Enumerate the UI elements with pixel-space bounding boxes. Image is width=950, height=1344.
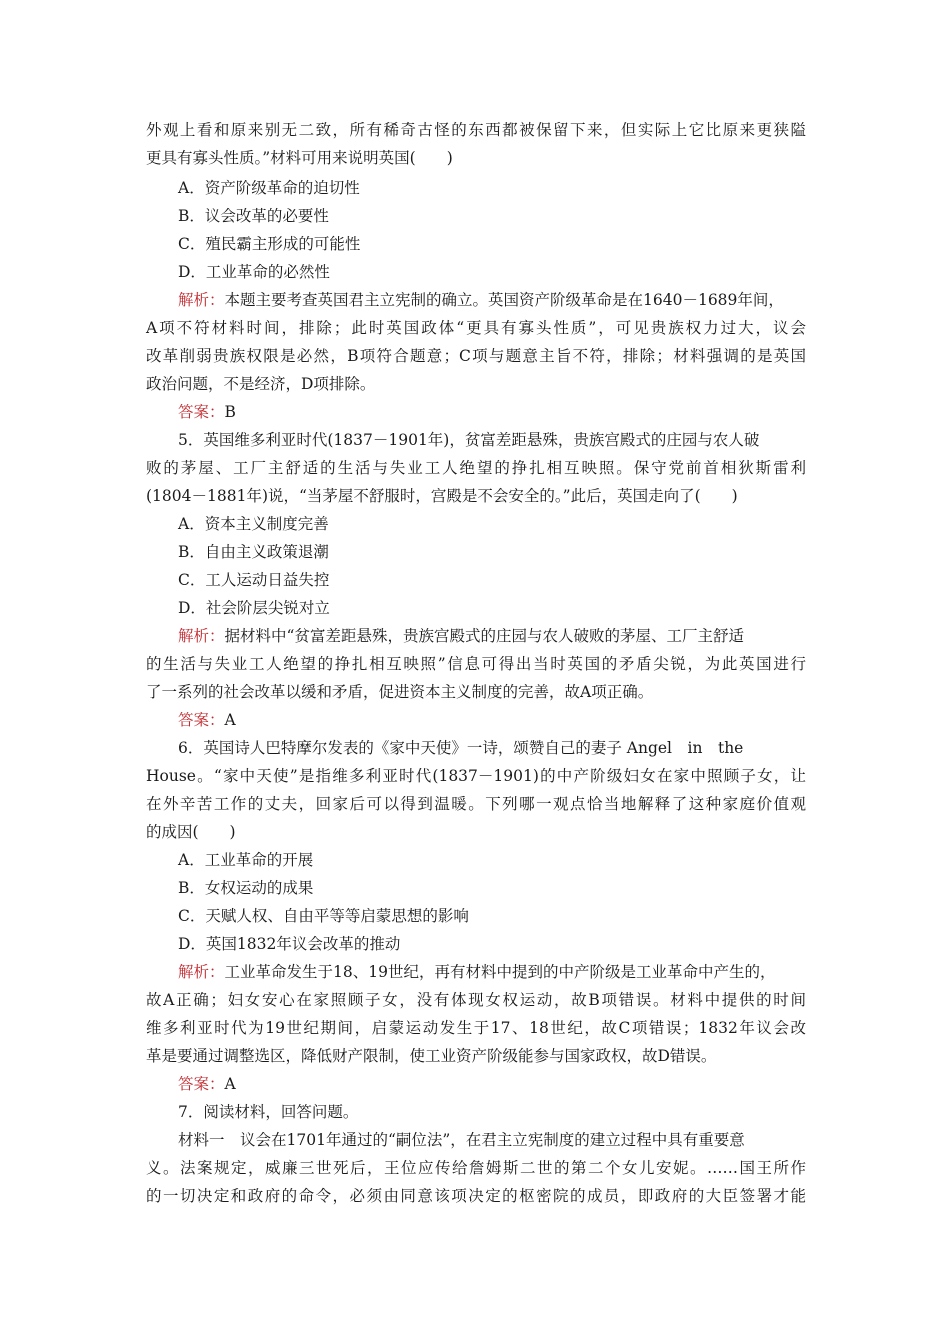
q5-stem-line-3: (1804－1881年)说，“当茅屋不舒服时，宫殿是不会安全的。”此后，英国走向了( ) <box>146 487 738 505</box>
analysis-label: 解析： <box>178 963 225 981</box>
answer-label: 答案： <box>178 403 225 421</box>
q4-analysis-line-1 <box>178 286 806 314</box>
q6-option-c: C．天赋人权、自由平等等启蒙思想的影响 <box>178 907 469 925</box>
q6-analysis-line-3: 维多利亚时代为19世纪期间，启蒙运动发生于17、18世纪，故C项错误；1832年议会改 <box>146 1019 806 1037</box>
q6-analysis-line-2: 故A正确；妇女安心在家照顾子女，没有体现女权运动，故B项错误。材料中提供的时间 <box>146 991 806 1009</box>
q6-stem-line-3: 在外辛苦工作的丈夫，回家后可以得到温暖。下列哪一观点恰当地解释了这种家庭价值观 <box>146 795 806 813</box>
q7-stem: 7．阅读材料，回答问题。 <box>178 1103 359 1121</box>
answer-label: 答案： <box>178 711 225 729</box>
q6-option-d: D．英国1832年议会改革的推动 <box>178 935 401 953</box>
q5-analysis-text: 据材料中“贫富差距悬殊，贵族宫殿式的庄园与农人破败的茅屋、工厂主舒适 <box>224 627 744 645</box>
q4-option-b: B．议会改革的必要性 <box>178 207 329 225</box>
q4-stem-line-2: 更具有寡头性质。”材料可用来说明英国( ) <box>146 149 453 167</box>
q4-option-a: A．资产阶级革命的迫切性 <box>178 179 360 197</box>
q5-stem-line-1: 5．英国维多利亚时代(1837－1901年)，贫富差距悬殊，贵族宫殿式的庄园与农人破 <box>178 431 760 449</box>
q6-answer <box>178 1070 806 1098</box>
q4-analysis-line-4: 政治问题，不是经济，D项排除。 <box>146 375 376 393</box>
q5-stem-line-2: 败的茅屋、工厂主舒适的生活与失业工人绝望的挣扎相互映照。保守党前首相狄斯雷利 <box>146 459 806 477</box>
q6-analysis-text: 工业革命发生于18、19世纪，再有材料中提到的中产阶级是工业革命中产生的， <box>224 963 776 981</box>
q5-analysis-line-3: 了一系列的社会改革以缓和矛盾，促进资本主义制度的完善，故A项正确。 <box>146 683 654 701</box>
q5-option-d: D．社会阶层尖锐对立 <box>178 599 330 617</box>
q5-option-c: C．工人运动日益失控 <box>178 571 330 589</box>
q6-option-b: B．女权运动的成果 <box>178 879 314 897</box>
answer-label: 答案： <box>178 1075 225 1093</box>
q6-option-a: A．工业革命的开展 <box>178 851 314 869</box>
q5-option-b: B．自由主义政策退潮 <box>178 543 329 561</box>
analysis-label: 解析： <box>178 627 225 645</box>
q4-analysis-text: 本题主要考查英国君主立宪制的确立。英国资产阶级革命是在1640－1689年间， <box>224 291 784 309</box>
q5-answer <box>178 706 806 734</box>
q6-analysis-line-4: 革是要通过调整选区，降低财产限制，使工业资产阶级能参与国家政权，故D错误。 <box>146 1047 717 1065</box>
analysis-label: 解析： <box>178 291 225 309</box>
q6-answer-value: A <box>224 1075 236 1093</box>
q5-analysis-line-1 <box>178 622 806 650</box>
q4-analysis-line-2: A项不符材料时间，排除；此时英国政体“更具有寡头性质”，可见贵族权力过大，议会 <box>146 319 806 337</box>
q5-analysis-line-2: 的生活与失业工人绝望的挣扎相互映照”信息可得出当时英国的矛盾尖锐，为此英国进行 <box>146 655 806 673</box>
q4-answer-value: B <box>224 403 236 421</box>
q6-stem-line-4: 的成因( ) <box>146 823 236 841</box>
q6-analysis-line-1 <box>178 958 806 986</box>
q7-material-line-2: 义。法案规定，威廉三世死后，王位应传给詹姆斯二世的第二个女儿安妮。……国王所作 <box>146 1159 806 1177</box>
q5-option-a: A．资本主义制度完善 <box>178 515 329 533</box>
q7-material-line-3: 的一切决定和政府的命令，必须由同意该项决定的枢密院的成员，即政府的大臣签署才能 <box>146 1187 806 1205</box>
q4-option-c: C．殖民霸主形成的可能性 <box>178 235 361 253</box>
q4-option-d: D．工业革命的必然性 <box>178 263 330 281</box>
q4-answer <box>178 398 806 426</box>
q7-material-line-1: 材料一 议会在1701年通过的“嗣位法”，在君主立宪制度的建立过程中具有重要意 <box>178 1131 745 1149</box>
q6-stem-line-1: 6．英国诗人巴特摩尔发表的《家中天使》一诗，颂赞自己的妻子 Angel in the <box>178 739 744 757</box>
q4-stem-line-1: 外观上看和原来别无二致，所有稀奇古怪的东西都被保留下来，但实际上它比原来更狭隘 <box>146 121 806 139</box>
q5-answer-value: A <box>224 711 236 729</box>
q6-stem-line-2: House。“家中天使”是指维多利亚时代(1837－1901)的中产阶级妇女在家中照顾子女，让 <box>146 767 806 785</box>
q4-analysis-line-3: 改革削弱贵族权限是必然，B项符合题意；C项与题意主旨不符，排除；材料强调的是英国 <box>146 347 806 365</box>
